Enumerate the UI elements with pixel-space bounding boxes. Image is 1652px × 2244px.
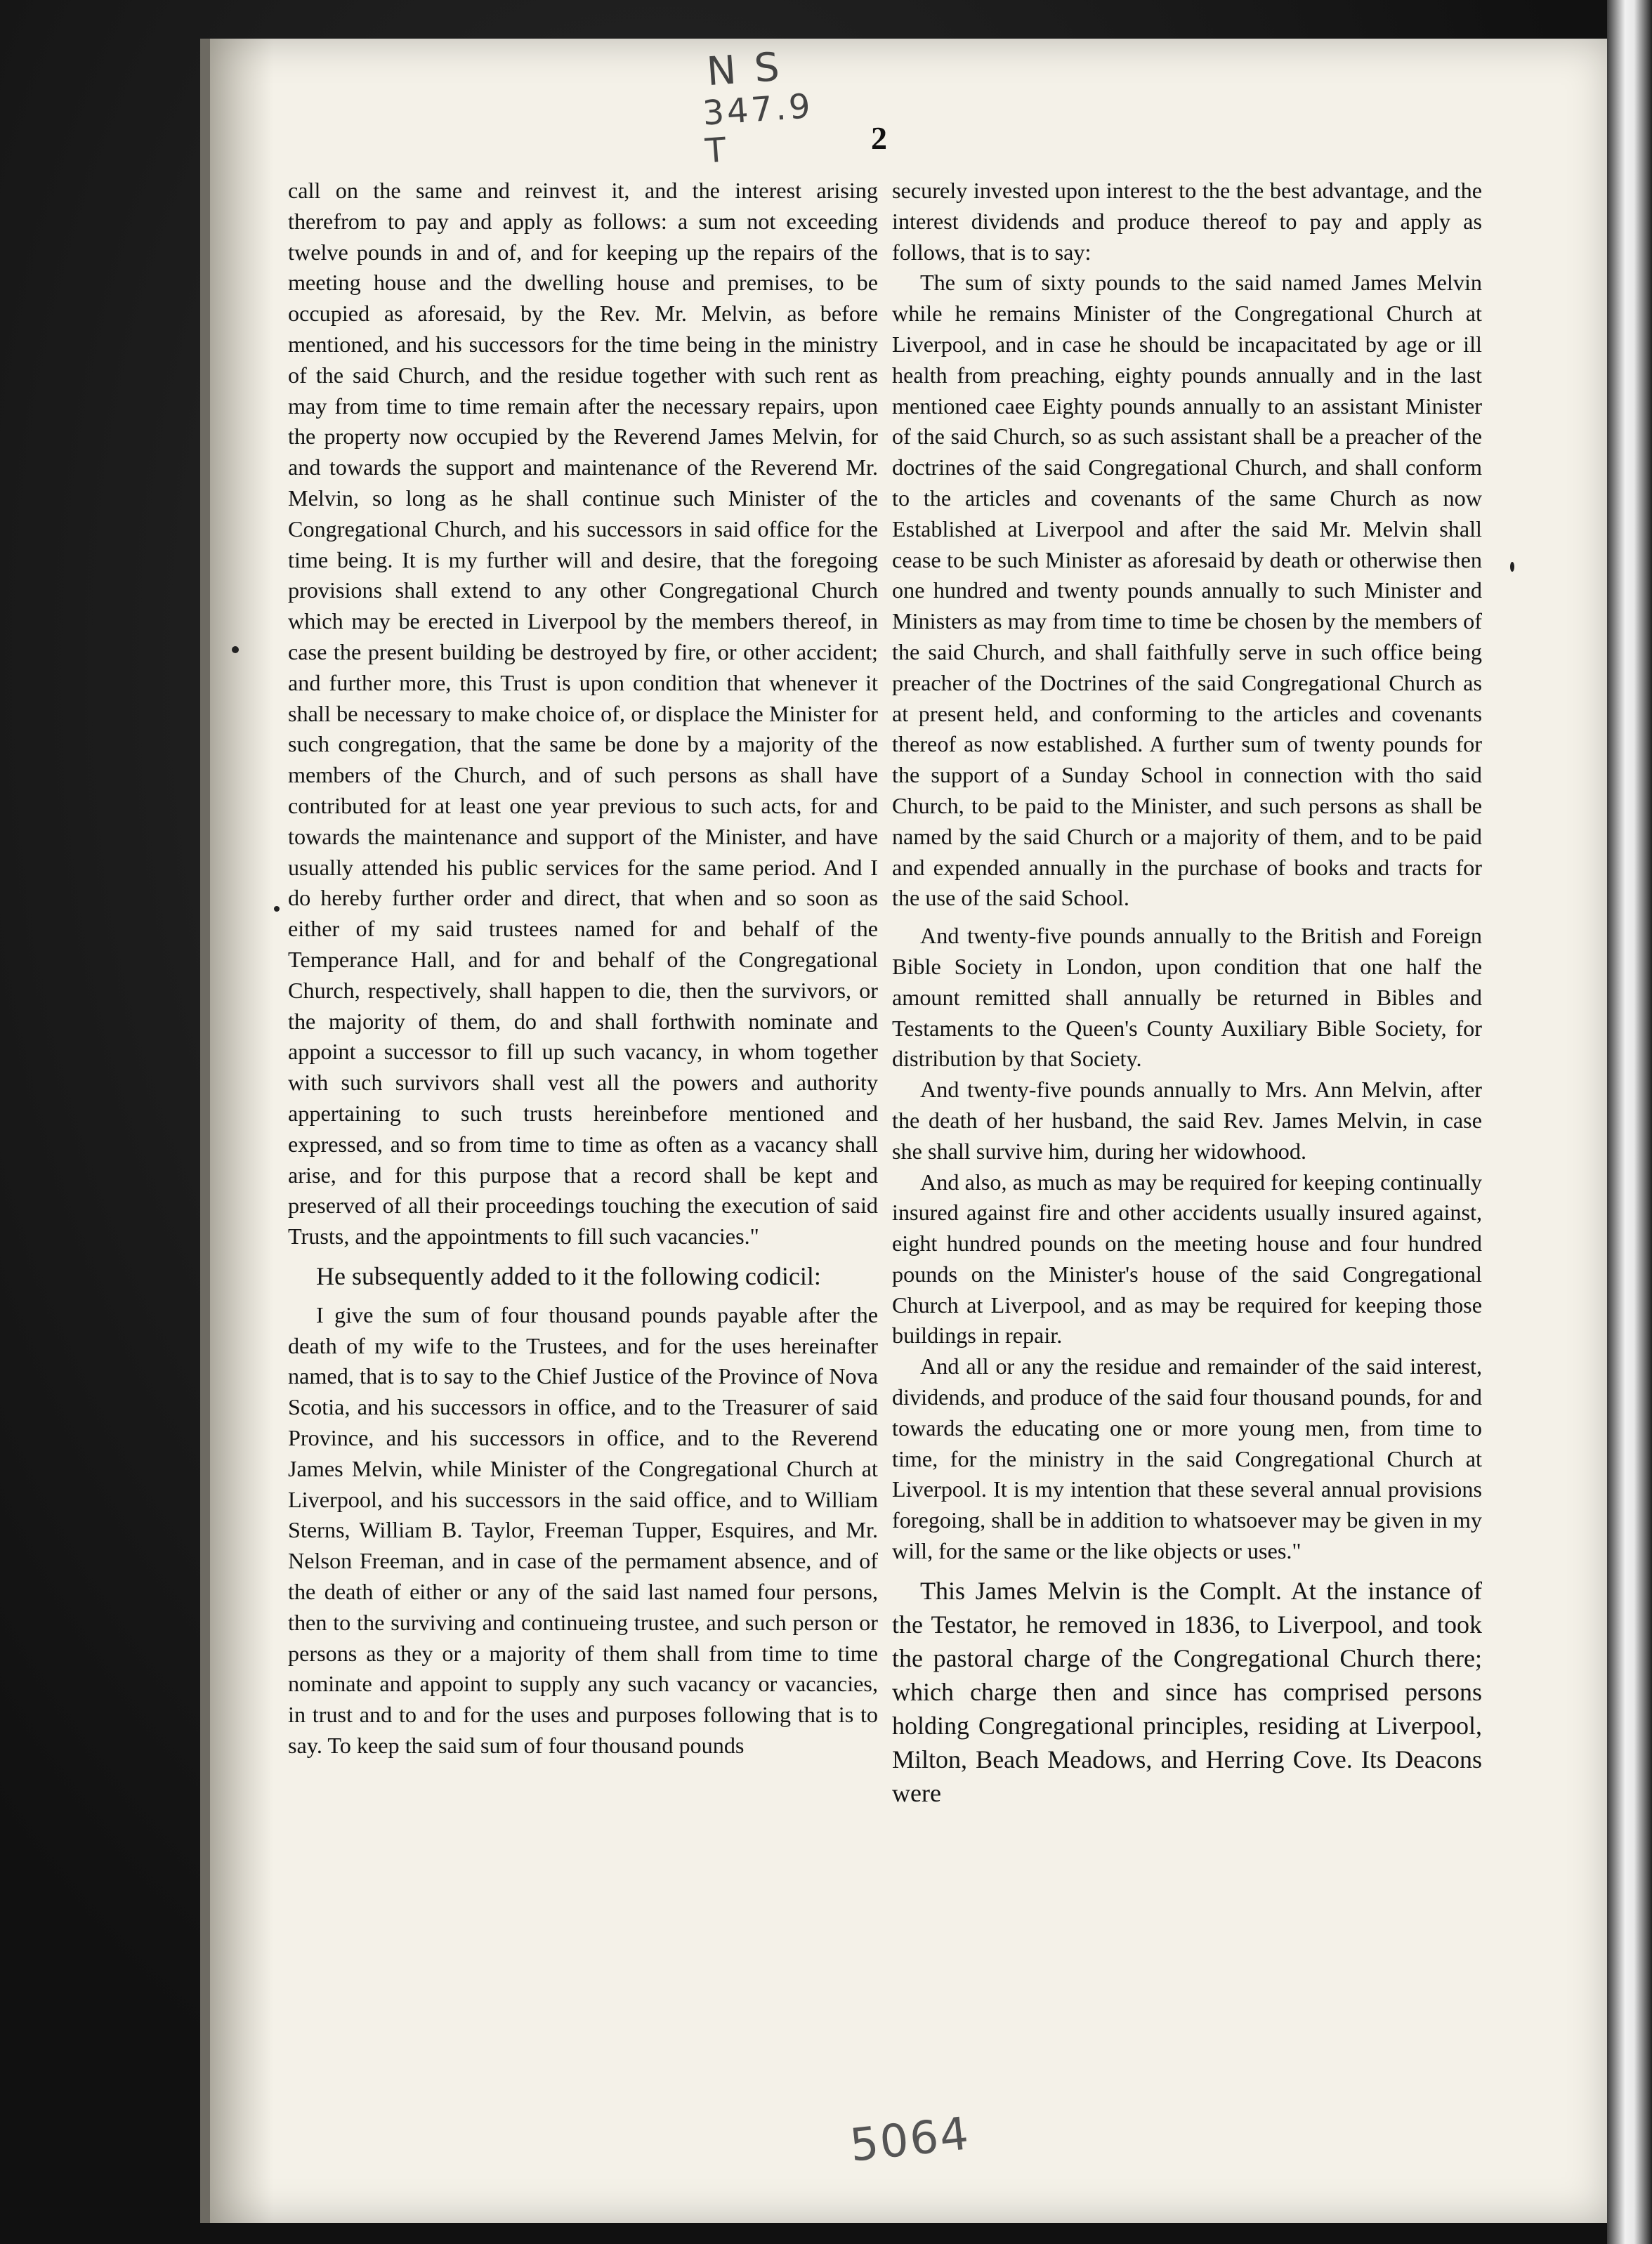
handwritten-call-number	[701, 44, 817, 171]
handwritten-number: 5064	[847, 2108, 973, 2172]
paragraph: He subsequently added to it the following codicil:	[316, 1261, 821, 1290]
call-number-line-2: 347.9	[701, 86, 815, 133]
adjacent-page-edge	[1607, 0, 1652, 2244]
paragraph: And all or any the residue and remainder of the said interest, dividends, and produce of the said four thousand pounds, for and towards the educating one or more young men, from time to time, for the ministry in the said Congregational Church at Liverpool. It is my intention that these several annual provisions foregoing, shall be in addition to whatsoever may be given in my will, for the same or the like objects or uses."	[892, 1353, 1482, 1564]
ink-speck	[232, 646, 239, 653]
left-text-column	[288, 176, 878, 1761]
ink-speck	[274, 906, 280, 912]
call-number-line-1: N S	[705, 44, 784, 96]
paragraph: The sum of sixty pounds to the said named James Melvin while he remains Minister of the Congregational Church at Liverpool, and in case he should be incapacitated by age or ill health from preaching, eighty pounds annually and in the last mentioned caee Eighty pounds annually to an assistant Minister of the said Church, so as such assistant shall be a preacher of the doctrines of the said Congregational Church, and shall conform to the articles and covenants of the same Church as now Established at Liverpool and after the said Mr. Melvin shall cease to be such Minister as aforesaid by death or otherwise then one hundred and twenty pounds annually to such Minister and Ministers as may from time to time be chosen by the members of the said Church, and shall faithfully serve in such office being preacher of the Doctrines of the said Congregational Church as at present held, and conforming to the articles and covenants thereof as now established. A further sum of twenty pounds for the support of a Sunday School in connection with tho said Church, to be paid to the Minister, and such persons as shall be named by the said Church or a majority of them, and to be paid and expended annually in the purchase of books and tracts for the use of the said School.	[892, 270, 1482, 911]
paragraph: I give the sum of four thousand pounds payable after the death of my wife to the Trustees, and for the uses hereinafter named, that is to say to the Chief Justice of the Province of Nova Scotia, and his successors in office, and to the Treasurer of said Province, and his successors in office, and to the Reverend James Melvin, while Minister of the Congregational Church at Liverpool, and his successors in the said office, and to William Sterns, William B. Taylor, Freeman Tupper, Esquires, and Mr. Nelson Freeman, and in case of the permament absence, and of the death of either or any of the said last named four persons, then to the surviving and continueing trustee, and such person or persons as they or a majority of them shall from time to time nominate and appoint to supply any such vacancy or vacancies, in trust and to and for the uses and purposes following that is to say. To keep the said sum of four thousand pounds	[288, 1301, 878, 1759]
page-number: 2	[871, 120, 887, 156]
paragraph: And also, as much as may be required for keeping continually insured against fire and other accidents usually insured against, eight hundred pounds on the meeting house and four hundred pounds on the Minister's house of the said Congregational Church at Liverpool, and as may be required for keeping those buildings in repair.	[892, 1169, 1482, 1349]
paragraph: call on the same and reinvest it, and the interest arising therefrom to pay and apply as follows: a sum not exceeding twelve pounds in and of, and for keeping up the repairs of the meeting house and the dwelling house and premises, to be occupied as aforesaid, by the Rev. Mr. Melvin, as before mentioned, and his successors for the time being in the ministry of the said Church, and the residue together with such rent as may from time to time remain after the necessary repairs, upon the property now occupied by the Reverend James Melvin, for and towards the support and maintenance of the Reverend Mr. Melvin, so long as he shall continue such Minister of the Congregational Church, and his successors in said office for the time being. It is my further will and desire, that the foregoing provisions shall extend to any other Congregational Church which may be erected in Liverpool by the members thereof, in case the present building be destroyed by fire, or other accident; and further more, this Trust is upon condition that whenever it shall be necessary to make choice of, or displace the Minister for such congregation, that the same be done by a majority of the members of the Church, and of such persons as shall have contributed for at least one year previous to such acts, for and towards the maintenance and support of the Minister, and have usually attended his public services for the same period. And I do hereby further order and direct, that when and so soon as either of my said trustees named for and behalf of the Temperance Hall, and for and behalf of the Congregational Church, respectively, shall happen to die, then the survivors, or the majority of them, do and shall forthwith nominate and appoint a successor to fill up such vacancy, in whom together with such survivors shall vest all the powers and authority appertaining to such trusts hereinbefore mentioned and expressed, and so from time to time as often as a vacancy shall arise, and for this purpose that a record shall be kept and preserved of all their proceedings touching the execution of said Trusts, and the appointments to fill such vacancies."	[288, 178, 878, 1249]
right-text-column	[892, 176, 1482, 1810]
paragraph: This James Melvin is the Complt. At the instance of the Testator, he removed in 1836, to Liverpool, and took the pastoral charge of the Congregational Church there; which charge then and since has comprised persons holding Congregational principles, residing at Liverpool, Milton, Beach Meadows, and Herring Cove. Its Deacons were	[892, 1576, 1482, 1807]
call-number-line-3: T	[704, 130, 730, 171]
paragraph: And twenty-five pounds annually to the British and Foreign Bible Society in London, upon condition that one half the amount remitted shall annually be returned in Bibles and Testaments to the Queen's County Auxiliary Bible Society, for distribution by that Society.	[892, 923, 1482, 1072]
ink-speck	[1510, 562, 1514, 572]
paragraph: And twenty-five pounds annually to Mrs. Ann Melvin, after the death of her husband, the said Rev. James Melvin, in case she shall survive him, during her widowhood.	[892, 1077, 1482, 1164]
paragraph: securely invested upon interest to the the best advantage, and the interest dividends and produce thereof to pay and apply as follows, that is to say:	[892, 178, 1482, 265]
